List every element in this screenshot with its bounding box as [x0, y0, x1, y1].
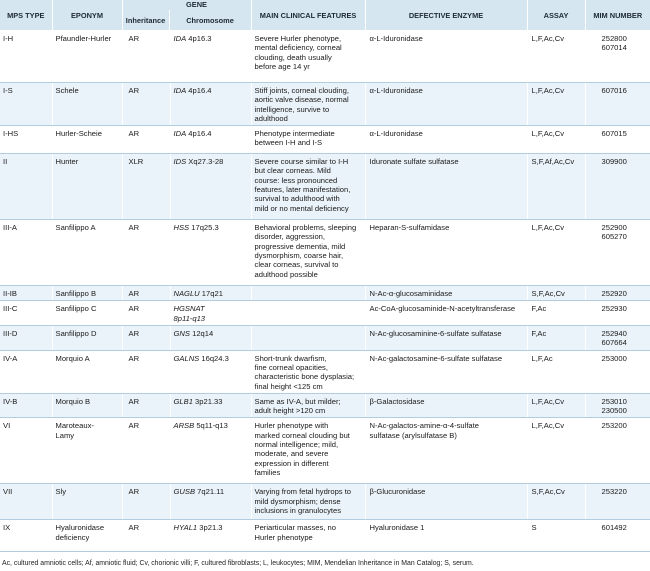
- assay: L,F,Ac,Cv: [531, 396, 565, 406]
- header-gene: GENE: [186, 0, 207, 9]
- chromosome-cell: [170, 154, 251, 220]
- gene-locus: 16q24.3: [201, 353, 229, 363]
- inheritance: AR: [128, 223, 140, 233]
- eponym-cell: [52, 126, 122, 154]
- gene-line: [174, 397, 248, 406]
- eponym-cell: [52, 418, 122, 484]
- mim-number-cell: [585, 326, 650, 351]
- inheritance-cell: [122, 286, 170, 301]
- mim-number-cell: [585, 418, 650, 484]
- mps-type-cell: [0, 326, 52, 351]
- mps-type-cell: [0, 520, 52, 552]
- defective-enzyme-cell: [365, 220, 527, 286]
- mps-type-cell: [0, 350, 52, 393]
- eponym-cell: [52, 350, 122, 393]
- chromosome-cell: [170, 520, 251, 552]
- mim-number-cell: [585, 350, 650, 393]
- feature-line: between I-H and I-S: [254, 138, 323, 148]
- assay-cell: [527, 418, 585, 484]
- assay-cell: [527, 286, 585, 301]
- feature-line: Stiff joints, corneal clouding,: [254, 86, 349, 95]
- footnote: Ac, cultured amniotic cells; Af, amniotic fluid; Cv, chorionic villi; F, cultured fibroblasts; L, leukocytes; MIM, Mendelian Inheritance in Man Catalog; S, serum.: [2, 560, 474, 567]
- gene-locus: 8p11-q13: [173, 313, 206, 323]
- inheritance-cell: [122, 484, 170, 520]
- mim-number-cell: [585, 393, 650, 418]
- feature-line: final height <125 cm: [254, 381, 323, 391]
- gene-line: [174, 329, 248, 338]
- clinical-features-cell: [251, 83, 365, 126]
- gene-symbol: GALNS: [173, 353, 200, 363]
- assay: L,F,Ac,Cv: [531, 129, 565, 139]
- mim-number-cell: [585, 520, 650, 552]
- eponym-line: Sanfilippo C: [55, 304, 97, 314]
- feature-line: mental deficiency, corneal: [254, 43, 342, 53]
- feature-line: Behavioral problems, sleeping: [254, 223, 357, 233]
- eponym-line: Sanfilippo B: [55, 289, 97, 299]
- mim-number: 253220: [601, 487, 627, 497]
- mps-type-cell: [0, 83, 52, 126]
- assay-cell: [527, 220, 585, 286]
- feature-line: features, later manifestation,: [254, 185, 351, 195]
- mps-type: III-A: [3, 223, 17, 233]
- eponym-line: Morquio A: [55, 353, 90, 363]
- table-row: [0, 520, 650, 552]
- assay: L,F,Ac,Cv: [531, 421, 565, 431]
- mps-type: VI: [3, 421, 11, 431]
- feature-line: families: [254, 467, 281, 477]
- mps-type: VII: [3, 487, 13, 497]
- feature-line: Varying from fetal hydrops to: [254, 487, 352, 497]
- inheritance-cell: [122, 83, 170, 126]
- assay-cell: [527, 301, 585, 326]
- clinical-features-cell: [251, 326, 365, 351]
- eponym-line: Morquio B: [55, 396, 91, 406]
- eponym-line: Sly: [55, 487, 67, 497]
- gene-line: [174, 86, 248, 95]
- inheritance: AR: [128, 304, 140, 314]
- inheritance: XLR: [128, 157, 144, 167]
- feature-line: Severe Hurler phenotype,: [254, 34, 342, 43]
- header-inheritance: Inheritance: [123, 10, 170, 30]
- inheritance: AR: [128, 487, 140, 497]
- enzyme-line: β-Galactosidase: [369, 396, 425, 406]
- table-row: [0, 154, 650, 220]
- chromosome-cell: [170, 350, 251, 393]
- eponym-cell: [52, 301, 122, 326]
- enzyme-line: Hyaluronidase 1: [369, 523, 425, 533]
- mim-number: 253010: [601, 396, 627, 406]
- clinical-features-cell: [251, 220, 365, 286]
- gene-locus: 17q25.3: [191, 223, 219, 233]
- eponym-cell: [52, 520, 122, 552]
- header-clinical-features: MAIN CLINICAL FEATURES: [251, 0, 365, 31]
- table-row: [0, 301, 650, 326]
- enzyme-line: N-Ac-galactosamine-6-sulfate sulfatase: [369, 353, 503, 363]
- enzyme-line: α-L-Iduronidase: [369, 129, 423, 139]
- assay: L,F,Ac,Cv: [531, 223, 565, 233]
- mim-number-cell: [585, 154, 650, 220]
- inheritance: AR: [128, 86, 140, 95]
- mim-number-cell: [585, 220, 650, 286]
- gene-line: [174, 487, 248, 496]
- mps-type-cell: [0, 154, 52, 220]
- assay: F,Ac: [531, 304, 547, 314]
- eponym-line: Hyaluronidase: [55, 523, 105, 533]
- mps-type: II: [3, 157, 8, 167]
- enzyme-line: α-L-Iduronidase: [369, 34, 423, 43]
- table-row: [0, 393, 650, 418]
- clinical-features-cell: [251, 418, 365, 484]
- eponym-cell: [52, 83, 122, 126]
- mim-number: 601492: [601, 523, 627, 533]
- clinical-features-cell: [251, 286, 365, 301]
- gene-line: [174, 223, 248, 232]
- gene-line: [174, 354, 248, 363]
- eponym-line: Sanfilippo A: [55, 223, 96, 233]
- assay: L,F,Ac,Cv: [531, 34, 565, 43]
- gene-symbol: HSS: [173, 223, 190, 233]
- gene-symbol: IDA: [173, 129, 187, 139]
- assay: L,F,Ac: [531, 353, 553, 363]
- mps-type: II-IB: [3, 289, 17, 299]
- gene-locus: 7q21.11: [197, 487, 225, 497]
- table-row: [0, 484, 650, 520]
- mps-type: I-S: [3, 86, 13, 95]
- feature-line: Same as IV-A, but milder;: [254, 396, 341, 406]
- clinical-features-cell: [251, 31, 365, 83]
- table-row: [0, 126, 650, 154]
- defective-enzyme-cell: [365, 31, 527, 83]
- inheritance-cell: [122, 418, 170, 484]
- assay-cell: [527, 83, 585, 126]
- clinical-features-cell: [251, 301, 365, 326]
- eponym-cell: [52, 326, 122, 351]
- table-row: [0, 83, 650, 126]
- gene-locus: 12q14: [192, 329, 214, 339]
- defective-enzyme-cell: [365, 126, 527, 154]
- defective-enzyme-cell: [365, 393, 527, 418]
- mps-type-cell: [0, 418, 52, 484]
- assay-cell: [527, 154, 585, 220]
- mps-type-cell: [0, 126, 52, 154]
- eponym-cell: [52, 484, 122, 520]
- mim-number: 309900: [601, 157, 627, 167]
- clinical-features-cell: [251, 484, 365, 520]
- header-mps-type: MPS TYPE: [0, 0, 52, 31]
- mps-type-cell: [0, 31, 52, 83]
- clinical-features-cell: [251, 126, 365, 154]
- chromosome-cell: [170, 326, 251, 351]
- mps-type: III-D: [3, 329, 18, 339]
- eponym-line: deficiency: [55, 532, 90, 542]
- mim-number: 607015: [601, 129, 627, 139]
- assay-cell: [527, 126, 585, 154]
- enzyme-line: Heparan-S-sulfamidase: [369, 223, 450, 233]
- inheritance-cell: [122, 393, 170, 418]
- table-row: [0, 326, 650, 351]
- inheritance-cell: [122, 350, 170, 393]
- assay: S,F,Ac,Cv: [531, 289, 565, 299]
- chromosome-cell: [170, 83, 251, 126]
- feature-line: aortic valve disease, normal: [254, 95, 349, 105]
- mps-type-cell: [0, 301, 52, 326]
- mim-number: 252900: [601, 223, 627, 233]
- feature-line: moderate, and severe: [254, 449, 329, 459]
- header-chromosome: Chromosome: [186, 15, 234, 25]
- gene-line: [174, 34, 248, 43]
- feature-line: progressive dementia, mild: [254, 241, 346, 251]
- header-mim-number: MIM NUMBER: [585, 0, 650, 31]
- chromosome-cell: [170, 31, 251, 83]
- gene-line: [174, 289, 248, 298]
- mim-number-cell: [585, 126, 650, 154]
- feature-line: marked corneal clouding but: [254, 430, 350, 440]
- inheritance: AR: [128, 34, 140, 43]
- assay-cell: [527, 484, 585, 520]
- mps-type-cell: [0, 220, 52, 286]
- enzyme-line: N-Ac-α-glucosaminidase: [369, 289, 453, 299]
- feature-line: characteristic bone dysplasia;: [254, 372, 355, 382]
- gene-symbol: IDS: [173, 157, 187, 167]
- mim-number-cell: [585, 31, 650, 83]
- feature-line: clear corneas, survival to: [254, 260, 339, 270]
- mps-type: I-H: [3, 34, 14, 43]
- inheritance: AR: [128, 353, 140, 363]
- inheritance: AR: [128, 421, 140, 431]
- mim-number: 607014: [601, 43, 627, 53]
- gene-locus: 4p16.4: [188, 129, 212, 139]
- mim-number-cell: [585, 484, 650, 520]
- feature-line: intelligence, survive to: [254, 104, 330, 114]
- chromosome-cell: [170, 301, 251, 326]
- mim-number-cell: [585, 286, 650, 301]
- inheritance-cell: [122, 220, 170, 286]
- defective-enzyme-cell: [365, 286, 527, 301]
- mim-number: 252930: [601, 304, 627, 314]
- eponym-cell: [52, 31, 122, 83]
- mps-type: I-HS: [3, 129, 19, 139]
- gene-symbol: GNS: [173, 329, 190, 339]
- table-row: [0, 286, 650, 301]
- gene-locus: 4p16.4: [188, 86, 212, 95]
- eponym-cell: [52, 393, 122, 418]
- inheritance-cell: [122, 126, 170, 154]
- mim-number-cell: [585, 301, 650, 326]
- table-row: [0, 418, 650, 484]
- gene-locus: 17q21: [201, 289, 223, 299]
- mim-number: 607664: [601, 338, 627, 348]
- mim-number: 607016: [601, 86, 627, 95]
- feature-line: expression in different: [254, 458, 329, 468]
- feature-line: dysmorphism, coarse hair,: [254, 251, 344, 261]
- gene-symbol: HYAL1: [173, 523, 198, 533]
- mps-type: III-C: [3, 304, 18, 314]
- feature-line: course: less pronounced: [254, 175, 338, 185]
- chromosome-cell: [170, 393, 251, 418]
- eponym-line: Schele: [55, 86, 79, 95]
- feature-line: inclusions in granulocytes: [254, 506, 342, 516]
- inheritance-cell: [122, 326, 170, 351]
- assay-cell: [527, 31, 585, 83]
- enzyme-line: α-L-Iduronidase: [369, 86, 423, 95]
- feature-line: Periarticular masses, no: [254, 523, 336, 533]
- defective-enzyme-cell: [365, 484, 527, 520]
- eponym-line: Pfaundler-Hurler: [55, 34, 112, 43]
- mps-type-cell: [0, 484, 52, 520]
- assay-cell: [527, 393, 585, 418]
- inheritance-cell: [122, 31, 170, 83]
- feature-line: mild or no mental deficiency: [254, 203, 349, 213]
- gene-symbol: ARSB: [173, 421, 195, 431]
- header-row: [0, 0, 650, 31]
- inheritance: AR: [128, 396, 140, 406]
- gene-symbol: IDA: [173, 34, 187, 43]
- assay: F,Ac: [531, 329, 547, 339]
- eponym-cell: [52, 286, 122, 301]
- feature-line: Short-trunk dwarfism,: [254, 353, 327, 363]
- mps-type-cell: [0, 286, 52, 301]
- mim-number-cell: [585, 83, 650, 126]
- inheritance-cell: [122, 301, 170, 326]
- mim-number: 252920: [601, 289, 627, 299]
- inheritance-cell: [122, 520, 170, 552]
- gene-symbol: GUSB: [173, 487, 196, 497]
- feature-line: Hurler phenotype with: [254, 421, 329, 431]
- gene-symbol: GLB1: [173, 396, 193, 406]
- enzyme-line: Ac-CoA-glucosaminide-N-acetyltransferase: [369, 304, 516, 314]
- assay: S: [531, 523, 537, 533]
- mps-type: IV-B: [3, 396, 18, 406]
- enzyme-line: Iduronate sulfate sulfatase: [369, 157, 459, 167]
- defective-enzyme-cell: [365, 418, 527, 484]
- gene-symbol: NAGLU: [173, 289, 200, 299]
- inheritance: AR: [128, 523, 140, 533]
- gene-locus: 3p21.3: [199, 523, 223, 533]
- assay: L,F,Ac,Cv: [531, 86, 565, 95]
- eponym-line: Lamy: [55, 430, 75, 440]
- header-assay: ASSAY: [527, 0, 585, 31]
- feature-line: survival to adulthood with: [254, 194, 340, 204]
- gene-locus: 4p16.3: [188, 34, 212, 43]
- feature-line: adult height >120 cm: [254, 406, 326, 416]
- gene-line: [174, 421, 248, 430]
- feature-line: adulthood possible: [254, 269, 318, 279]
- inheritance: AR: [128, 329, 140, 339]
- inheritance: AR: [128, 289, 140, 299]
- chromosome-cell: [170, 220, 251, 286]
- enzyme-line: β-Glucuronidase: [369, 487, 426, 497]
- table-body: [0, 31, 650, 552]
- header-defective-enzyme: DEFECTIVE ENZYME: [365, 0, 527, 31]
- inheritance-cell: [122, 154, 170, 220]
- feature-line: Phenotype intermediate: [254, 129, 335, 139]
- enzyme-line: sulfatase (arylsulfatase B): [369, 430, 457, 440]
- header-eponym: EPONYM: [52, 0, 122, 31]
- gene-line: [174, 523, 248, 532]
- defective-enzyme-cell: [365, 154, 527, 220]
- table-row: [0, 220, 650, 286]
- defective-enzyme-cell: [365, 326, 527, 351]
- clinical-features-cell: [251, 520, 365, 552]
- gene-symbol: HGSNAT: [173, 304, 205, 314]
- gene-line: [174, 157, 248, 166]
- header-gene-group: [122, 0, 251, 31]
- feature-line: clouding, death usually: [254, 52, 332, 62]
- assay-cell: [527, 520, 585, 552]
- enzyme-line: N-Ac-glucosaminine-6-sulfate sulfatase: [369, 329, 502, 339]
- clinical-features-cell: [251, 350, 365, 393]
- eponym-line: Maroteaux-: [55, 421, 94, 431]
- chromosome-cell: [170, 286, 251, 301]
- gene-symbol: IDA: [173, 86, 187, 95]
- feature-line: before age 14 yr: [254, 61, 310, 71]
- feature-line: fine corneal opacities,: [254, 362, 328, 372]
- table-row: [0, 31, 650, 83]
- assay: S,F,Af,Ac,Cv: [531, 157, 575, 167]
- feature-line: adulthood: [254, 113, 288, 123]
- defective-enzyme-cell: [365, 350, 527, 393]
- mim-number: 252940: [601, 329, 627, 339]
- mim-number: 230500: [601, 406, 627, 416]
- inheritance: AR: [128, 129, 140, 139]
- chromosome-cell: [170, 418, 251, 484]
- mim-number: 253200: [601, 421, 627, 431]
- table-row: [0, 350, 650, 393]
- feature-line: normal intelligence; mild,: [254, 440, 339, 450]
- eponym-line: Sanfilippo D: [55, 329, 97, 339]
- eponym-line: Hunter: [55, 157, 79, 167]
- assay-cell: [527, 350, 585, 393]
- feature-line: mild dysmorphism; dense: [254, 496, 341, 506]
- eponym-cell: [52, 154, 122, 220]
- mps-type-cell: [0, 393, 52, 418]
- mim-number: 252800: [601, 34, 627, 43]
- feature-line: Severe course similar to I-H: [254, 157, 349, 167]
- defective-enzyme-cell: [365, 520, 527, 552]
- eponym-line: Hurler-Scheie: [55, 129, 102, 139]
- assay-cell: [527, 326, 585, 351]
- feature-line: but clear corneas. Mild: [254, 166, 331, 176]
- mim-number: 253000: [601, 353, 627, 363]
- defective-enzyme-cell: [365, 301, 527, 326]
- mps-type: IV-A: [3, 353, 18, 363]
- gene-locus: 3p21.33: [195, 396, 223, 406]
- eponym-cell: [52, 220, 122, 286]
- clinical-features-cell: [251, 154, 365, 220]
- chromosome-cell: [170, 126, 251, 154]
- clinical-features-cell: [251, 393, 365, 418]
- mps-type: IX: [3, 523, 11, 533]
- mim-number: 605270: [601, 232, 627, 242]
- feature-line: disorder, aggression,: [254, 232, 326, 242]
- chromosome-cell: [170, 484, 251, 520]
- gene-locus: Xq27.3-28: [188, 157, 224, 167]
- enzyme-line: N-Ac-galactos-amine-α-4-sulfate: [369, 421, 479, 431]
- defective-enzyme-cell: [365, 83, 527, 126]
- assay: S,F,Ac,Cv: [531, 487, 565, 497]
- gene-line: [174, 129, 248, 138]
- feature-line: Hurler phenotype: [254, 532, 313, 542]
- gene-locus: 5q11-q13: [196, 421, 228, 431]
